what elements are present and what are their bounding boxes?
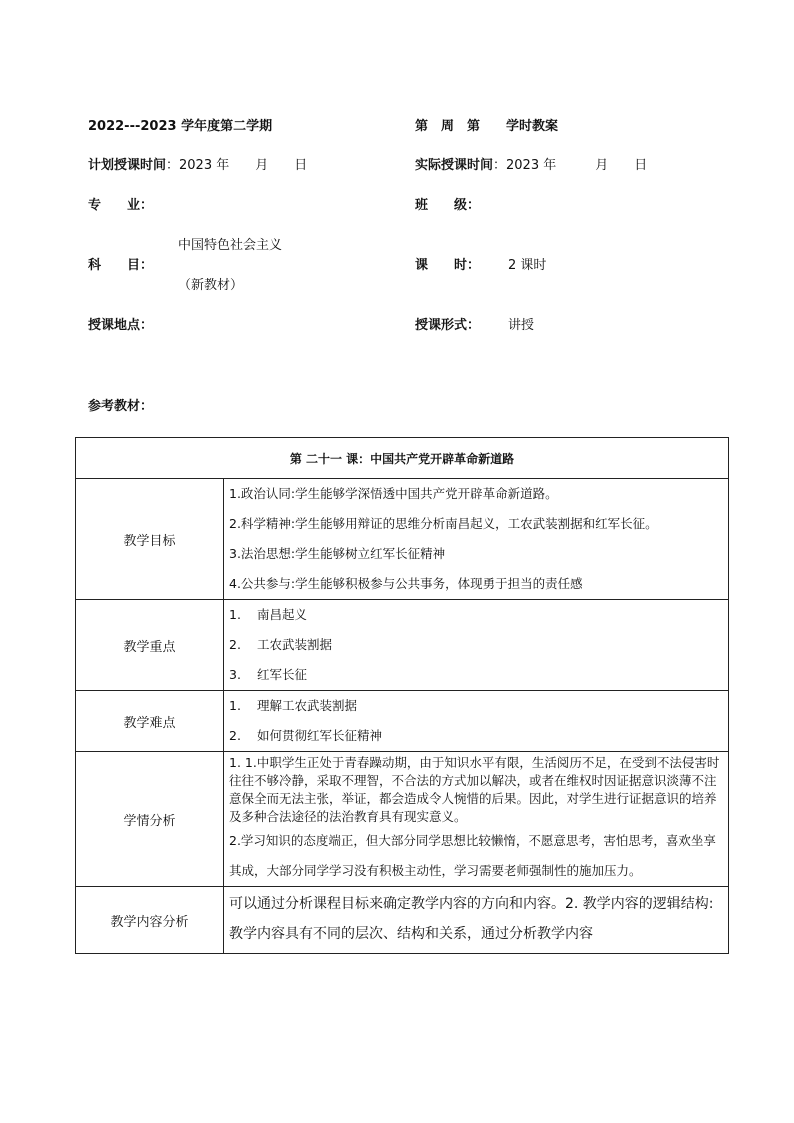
content-label: 教学内容分析 bbox=[76, 887, 224, 954]
key-points-row bbox=[76, 600, 729, 691]
planned-time-value: ：2023 年 月 日 bbox=[166, 158, 308, 173]
difficulty-item bbox=[224, 721, 728, 751]
item-text: 南昌起义 bbox=[257, 607, 308, 622]
table-title-row bbox=[76, 438, 729, 479]
term-title: 2022---2023 学年度第二学期 bbox=[88, 119, 273, 134]
goal-item: 1.政治认同:学生能够学深悟透中国共产党开辟革命新道路。 bbox=[229, 486, 558, 501]
hours-label: 课 时： bbox=[415, 258, 481, 273]
hours-value: 2 课时 bbox=[508, 258, 547, 273]
reference-label: 参考教材： bbox=[88, 399, 154, 414]
goal-item: 4.公共参与:学生能够积极参与公共事务，体现勇于担当的责任感 bbox=[229, 576, 583, 591]
difficulties-label: 教学难点 bbox=[76, 691, 224, 752]
key-points-cell bbox=[224, 600, 729, 691]
subject-line-1: 中国特色社会主义 bbox=[178, 238, 283, 253]
analysis-cell bbox=[224, 752, 729, 887]
item-number: 3. bbox=[229, 667, 241, 682]
analysis-paragraph-2: 2.学习知识的态度端正，但大部分同学思想比较懒惰，不愿意思考，害怕思考，喜欢坐享其成，大部分同学学习没有积极主动性，学习需要老师强制性的施加压力。 bbox=[229, 833, 716, 878]
item-number: 2. bbox=[229, 728, 241, 743]
analysis-row bbox=[76, 752, 729, 887]
location-label: 授课地点： bbox=[88, 318, 154, 333]
subject-line-2: （新教材） bbox=[178, 278, 244, 293]
major-label: 专 业： bbox=[88, 198, 154, 213]
actual-time-label: 实际授课时间 bbox=[415, 158, 494, 173]
planned-time-label: 计划授课时间 bbox=[88, 158, 167, 173]
item-text: 红军长征 bbox=[257, 667, 308, 682]
goal-item: 3.法治思想:学生能够树立红军长征精神 bbox=[229, 546, 446, 561]
analysis-label: 学情分析 bbox=[76, 752, 224, 887]
item-text: 理解工农武装割据 bbox=[257, 698, 358, 713]
lesson-title: 第 二十一 课：中国共产党开辟革命新道路 bbox=[76, 438, 729, 479]
content-analysis-text: 可以通过分析课程目标来确定教学内容的方向和内容。2. 教学内容的逻辑结构: 教学内容具有不同的层次、结构和关系，通过分析教学内容 bbox=[229, 896, 714, 942]
content-cell bbox=[224, 887, 729, 954]
item-number: 1. bbox=[229, 607, 241, 622]
item-text: 如何贯彻红军长征精神 bbox=[257, 728, 383, 743]
goals-cell bbox=[224, 479, 729, 600]
key-point-item bbox=[224, 630, 728, 660]
format-label: 授课形式： bbox=[415, 318, 481, 333]
lesson-plan-table bbox=[75, 437, 729, 954]
actual-time bbox=[415, 154, 647, 173]
difficulties-row bbox=[76, 691, 729, 752]
key-point-item bbox=[224, 660, 728, 690]
class-label: 班 级： bbox=[415, 198, 481, 213]
subject-label: 科 目： bbox=[88, 258, 154, 273]
key-points-label: 教学重点 bbox=[76, 600, 224, 691]
item-number: 1. bbox=[229, 698, 241, 713]
week-lesson-title: 第 周 第 学时教案 bbox=[415, 119, 559, 134]
item-text: 工农武装割据 bbox=[257, 637, 333, 652]
key-point-item bbox=[224, 600, 728, 630]
content-row bbox=[76, 887, 729, 954]
goals-row bbox=[76, 479, 729, 600]
goals-label: 教学目标 bbox=[76, 479, 224, 600]
goal-item: 2.科学精神:学生能够用辩证的思维分析南昌起义，工农武装割据和红军长征。 bbox=[229, 516, 658, 531]
analysis-paragraph-1: 1. 1.中职学生正处于青春躁动期，由于知识水平有限，生活阅历不足，在受到不法侵害时往往不够冷静，采取不理智，不合法的方式加以解决，或者在维权时因证据意识淡薄不注意保全而无法主张，举证，都会造成令人惋惜的后果。因此，对学生进行证据意识的培养及多种合法途径的法治教育具有现实意义。 bbox=[229, 755, 720, 824]
actual-time-value: ：2023 年 月 日 bbox=[493, 158, 648, 173]
difficulties-cell bbox=[224, 691, 729, 752]
difficulty-item bbox=[224, 691, 728, 721]
planned-time bbox=[88, 154, 307, 173]
item-number: 2. bbox=[229, 637, 241, 652]
format-value: 讲授 bbox=[508, 318, 535, 333]
